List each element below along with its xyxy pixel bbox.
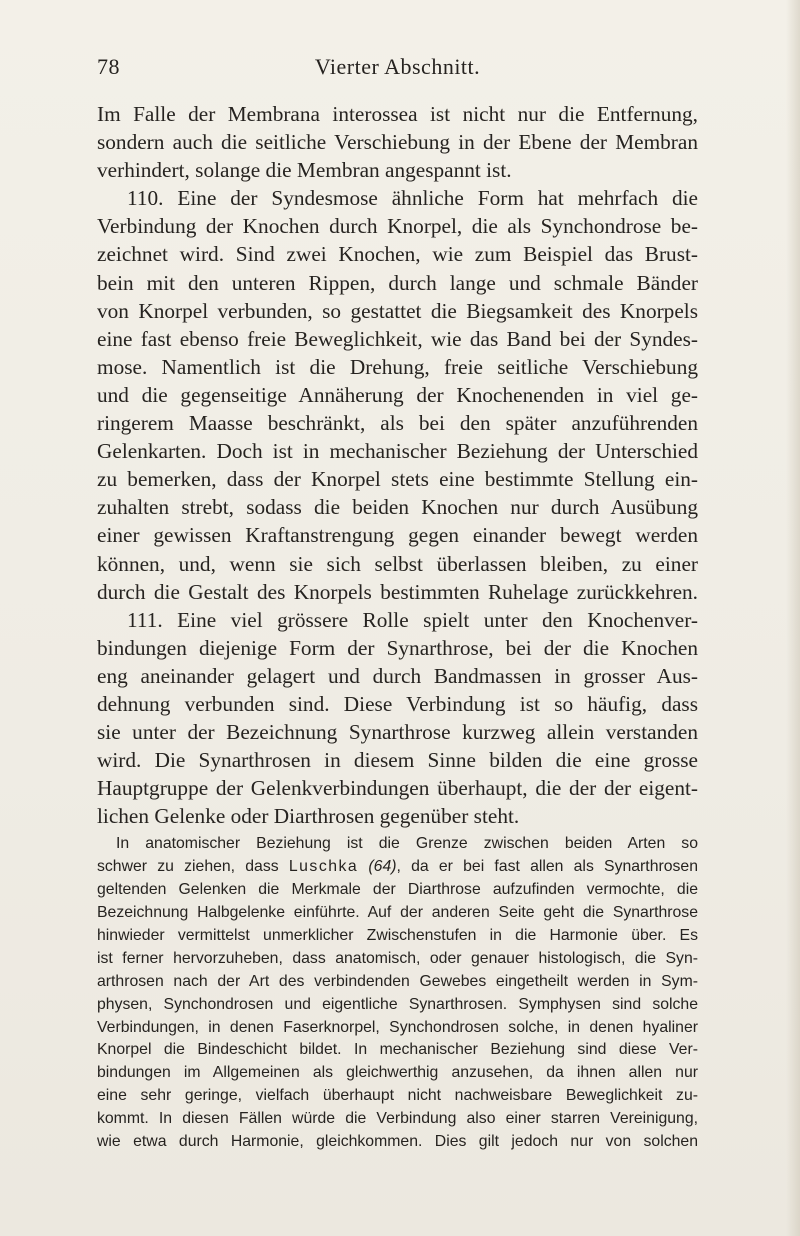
note-line: Bezeichnung Halbgelenke einführte. Auf der anderen Seite geht die Synarthrose [97,904,698,922]
note-line: In anatomischer Beziehung ist die Grenze zwischen beiden Arten so [116,835,698,853]
body-text [97,100,698,1154]
text-line: zuhalten strebt, sodass die beiden Knochen nur durch Ausübung [97,495,698,520]
note-text: schwer zu ziehen, dass [97,858,289,876]
text-line: dehnung verbunden sind. Diese Verbindung ist so häufig, dass [97,691,698,716]
text-line: können, und, wenn sie sich selbst überlassen bleiben, zu einer [97,551,698,576]
text-line: und die gegenseitige Annäherung der Knochenenden in viel ge- [97,382,698,407]
text-line: bindungen diejenige Form der Synarthrose, bei der die Knochen [97,635,698,660]
note-line: arthrosen nach der Art des verbindenden Gewebes eingetheilt werden in Sym- [97,972,698,990]
text-line: durch die Gestalt des Knorpels bestimmten Ruhelage zurückkehren. [97,579,698,604]
text-line: einer gewissen Kraftanstrengung gegen einander bewegt werden [97,523,698,548]
text-line: sondern auch die seitliche Verschiebung in der Ebene der Membran [97,130,698,155]
page-edge-shadow [786,0,800,1236]
text-line: bein mit den unteren Rippen, durch lange und schmale Bänder [97,270,698,295]
note-line [97,856,698,879]
text-line: lichen Gelenke oder Diarthrosen gegenüber steht. [97,804,520,829]
running-head: Vierter Abschnitt. [314,54,481,79]
note-line: kommt. In diesen Fällen würde die Verbindung also einer starren Vereinigung, [97,1110,698,1128]
text-line: ringerem Maasse beschränkt, als bei den später anzuführenden [97,411,698,436]
note-line: physen, Synchondrosen und eigentliche Synarthrosen. Symphysen sind solche [97,995,698,1013]
page-header [97,54,698,88]
text-line: zu bemerken, dass der Knorpel stets eine bestimmte Stellung ein- [97,467,698,492]
text-line: eng aneinander gelagert und durch Bandmassen in grosser Aus- [97,663,698,688]
text-line: verhindert, solange die Membran angespannt ist. [97,158,512,183]
text-line: eine fast ebenso freie Beweglichkeit, wie das Band bei der Syndes- [97,326,698,351]
text-line: von Knorpel verbunden, so gestattet die Biegsamkeit des Knorpels [97,298,698,323]
text-line: Hauptgruppe der Gelenkverbindungen überhaupt, die der der eigent- [97,776,698,801]
note-line: geltenden Gelenken die Merkmale der Diarthrose aufzufinden vermochte, die [97,881,698,899]
small-print-note [97,833,698,1153]
text-line: Gelenkarten. Doch ist in mechanischer Beziehung der Unterschied [97,439,698,464]
text-line: wird. Die Synarthrosen in diesem Sinne bilden die eine grosse [97,748,698,773]
note-line: Knorpel die Bindeschicht bildet. In mechanischer Beziehung sind diese Ver- [97,1041,698,1059]
author-name: Luschka [288,858,359,876]
text-line: sie unter der Bezeichnung Synarthrose kurzweg allein verstanden [97,720,698,745]
page-number: 78 [97,54,120,79]
note-line: ist ferner hervorzuheben, dass anatomisch, oder genauer histologisch, die Syn- [97,949,698,967]
reference-number: (64) [368,858,397,876]
note-text: , da er bei fast allen als Synarthrosen [396,858,698,876]
text-line: mose. Namentlich ist die Drehung, freie seitliche Verschiebung [97,354,698,379]
text-line: Verbindung der Knochen durch Knorpel, die als Synchondrose be- [97,214,698,239]
note-line: hinwieder vermittelst unmerklicher Zwischenstufen in die Harmonie über. Es [97,927,698,944]
text-line: 111. Eine viel grössere Rolle spielt unter den Knochenver- [127,607,698,632]
note-line: Verbindungen, in denen Faserknorpel, Synchondrosen solche, in denen hyaliner [97,1018,698,1036]
note-line: eine sehr geringe, vielfach überhaupt nicht nachweisbare Beweglichkeit zu- [97,1087,698,1105]
note-line: wie etwa durch Harmonie, gleichkommen. Dies gilt jedoch nur von solchen [97,1133,698,1151]
text-line: 110. Eine der Syndesmose ähnliche Form hat mehrfach die [127,186,698,211]
text-line: Im Falle der Membrana interossea ist nicht nur die Entfernung, [97,102,698,126]
text-line: zeichnet wird. Sind zwei Knochen, wie zum Beispiel das Brust- [97,242,698,267]
note-line: bindungen im Allgemeinen als gleichwerthig anzusehen, da ihnen allen nur [97,1064,698,1082]
